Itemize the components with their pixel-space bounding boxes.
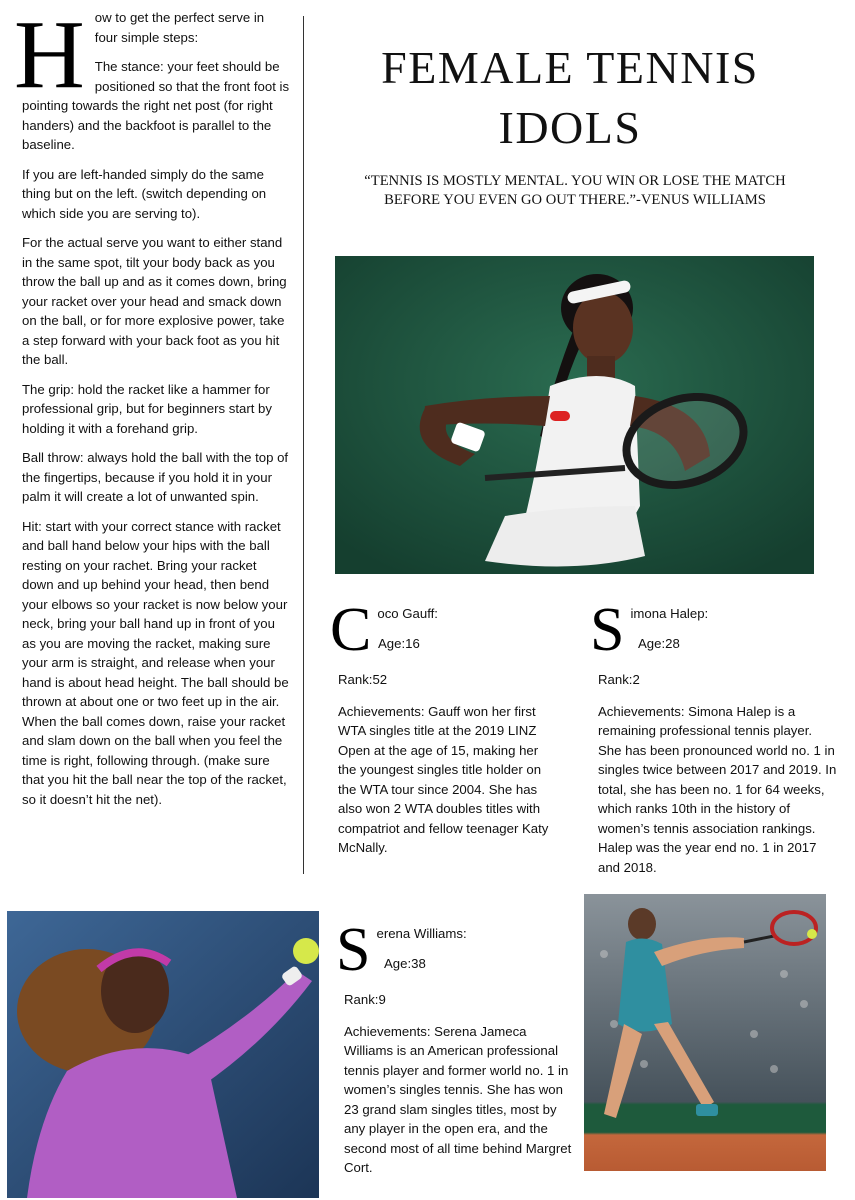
intro-actual-serve: For the actual serve you want to either stand in the same spot, tilt your body back as you throw the ball up and as it comes down, bring your racket over your head and smack down on the ball, or for more explosive power, take a step forward with your back foot as you hit the ball. [22, 235, 287, 367]
serena-achievements: Achievements: Serena Jameca Williams is an American professional tennis player and former world no. 1 in women’s singles tennis. She has won 23 grand slam singles titles, most by any player in the open era, and the second most of all time behind Margret Cort. [344, 1023, 572, 1175]
halep-photo [584, 894, 826, 1171]
venus-quote: “TENNIS IS MOSTLY MENTAL. YOU WIN OR LOSE THE MATCH BEFORE YOU EVEN GO OUT THERE.”-VENUS WILLIAMS [364, 173, 786, 208]
page-title: FEMALE TENNIS IDOLS [381, 42, 759, 153]
intro-drop-cap: H [14, 1, 85, 109]
halep-photo-illustration [584, 894, 826, 1171]
gauff-name: oco Gauff: [377, 606, 438, 621]
serena-name: erena Williams: [376, 926, 467, 941]
serena-photo [7, 911, 319, 1198]
gauff-age: Age:16 [378, 635, 420, 651]
intro-hit: Hit: start with your correct stance with racket and ball hand below your hips with the ball resting on your rachet. Bring your racket down and up behind your head, then bend your elbows so your racket is now below your neck, bring your ball hand up in front of you as you are moving the racket, making sure your arm is straight, and release when your hand is about head height. The ball should be thrown at about one or two feet up in the air. When the ball comes down, raise your racket and slam down on the ball when you feel the time is right, following through. (make sure that you hit the ball near the top of the racket, so it doesn’t hit the net). [22, 518, 289, 807]
intro-lead: ow to get the perfect serve in four simple steps: [94, 10, 265, 45]
gauff-drop-cap: C [330, 596, 372, 664]
intro-stance: The stance: your feet should be positioned so that the front foot is pointing towards the right net post (for right handers) and the backfoot is parallel to the baseline. [22, 59, 290, 152]
intro-left-handed: If you are left-handed simply do the same thing but on the left. (switch depending on which side you are serving to). [22, 166, 267, 221]
serena-photo-illustration [7, 911, 319, 1198]
halep-age: Age:28 [638, 635, 680, 651]
halep-drop-cap: S [590, 596, 625, 664]
column-divider [303, 16, 304, 874]
gauff-photo [335, 256, 814, 574]
serena-drop-cap: S [336, 916, 371, 984]
halep-achievements: Achievements: Simona Halep is a remaining professional tennis player. She has been pronounced world no. 1 in singles twice between 2017 and 2019. In total, she has been no. 1 for 64 weeks, which ranks 10th in the history of women’s tennis association rankings. Halep was the year end no. 1 in 2017 and 2018. [598, 703, 837, 875]
profile-halep [590, 596, 838, 877]
serena-age: Age:38 [384, 955, 426, 971]
intro-ball-throw: Ball throw: always hold the ball with the top of the fingertips, because if you hold it in your palm it will create a lot of unwanted spin. [22, 450, 289, 504]
intro-grip: The grip: hold the racket like a hammer for professional grip, but for beginners start by holding it with a forehand grip. [22, 381, 272, 436]
serena-rank: Rank:9 [344, 992, 386, 1007]
halep-rank: Rank:2 [598, 672, 640, 687]
intro-column [14, 1, 290, 819]
gauff-photo-illustration [335, 256, 814, 574]
gauff-achievements: Achievements: Gauff won her first WTA singles title at the 2019 LINZ Open at the age of 15, making her the youngest singles title holder on the WTA tour since 2004. She has also won 2 WTA doubles titles with compatriot and fellow teenager Katy McNally. [338, 703, 549, 855]
profile-serena [336, 916, 576, 1178]
halep-name: imona Halep: [630, 606, 709, 621]
profile-gauff [330, 596, 560, 858]
gauff-rank: Rank:52 [338, 672, 388, 687]
